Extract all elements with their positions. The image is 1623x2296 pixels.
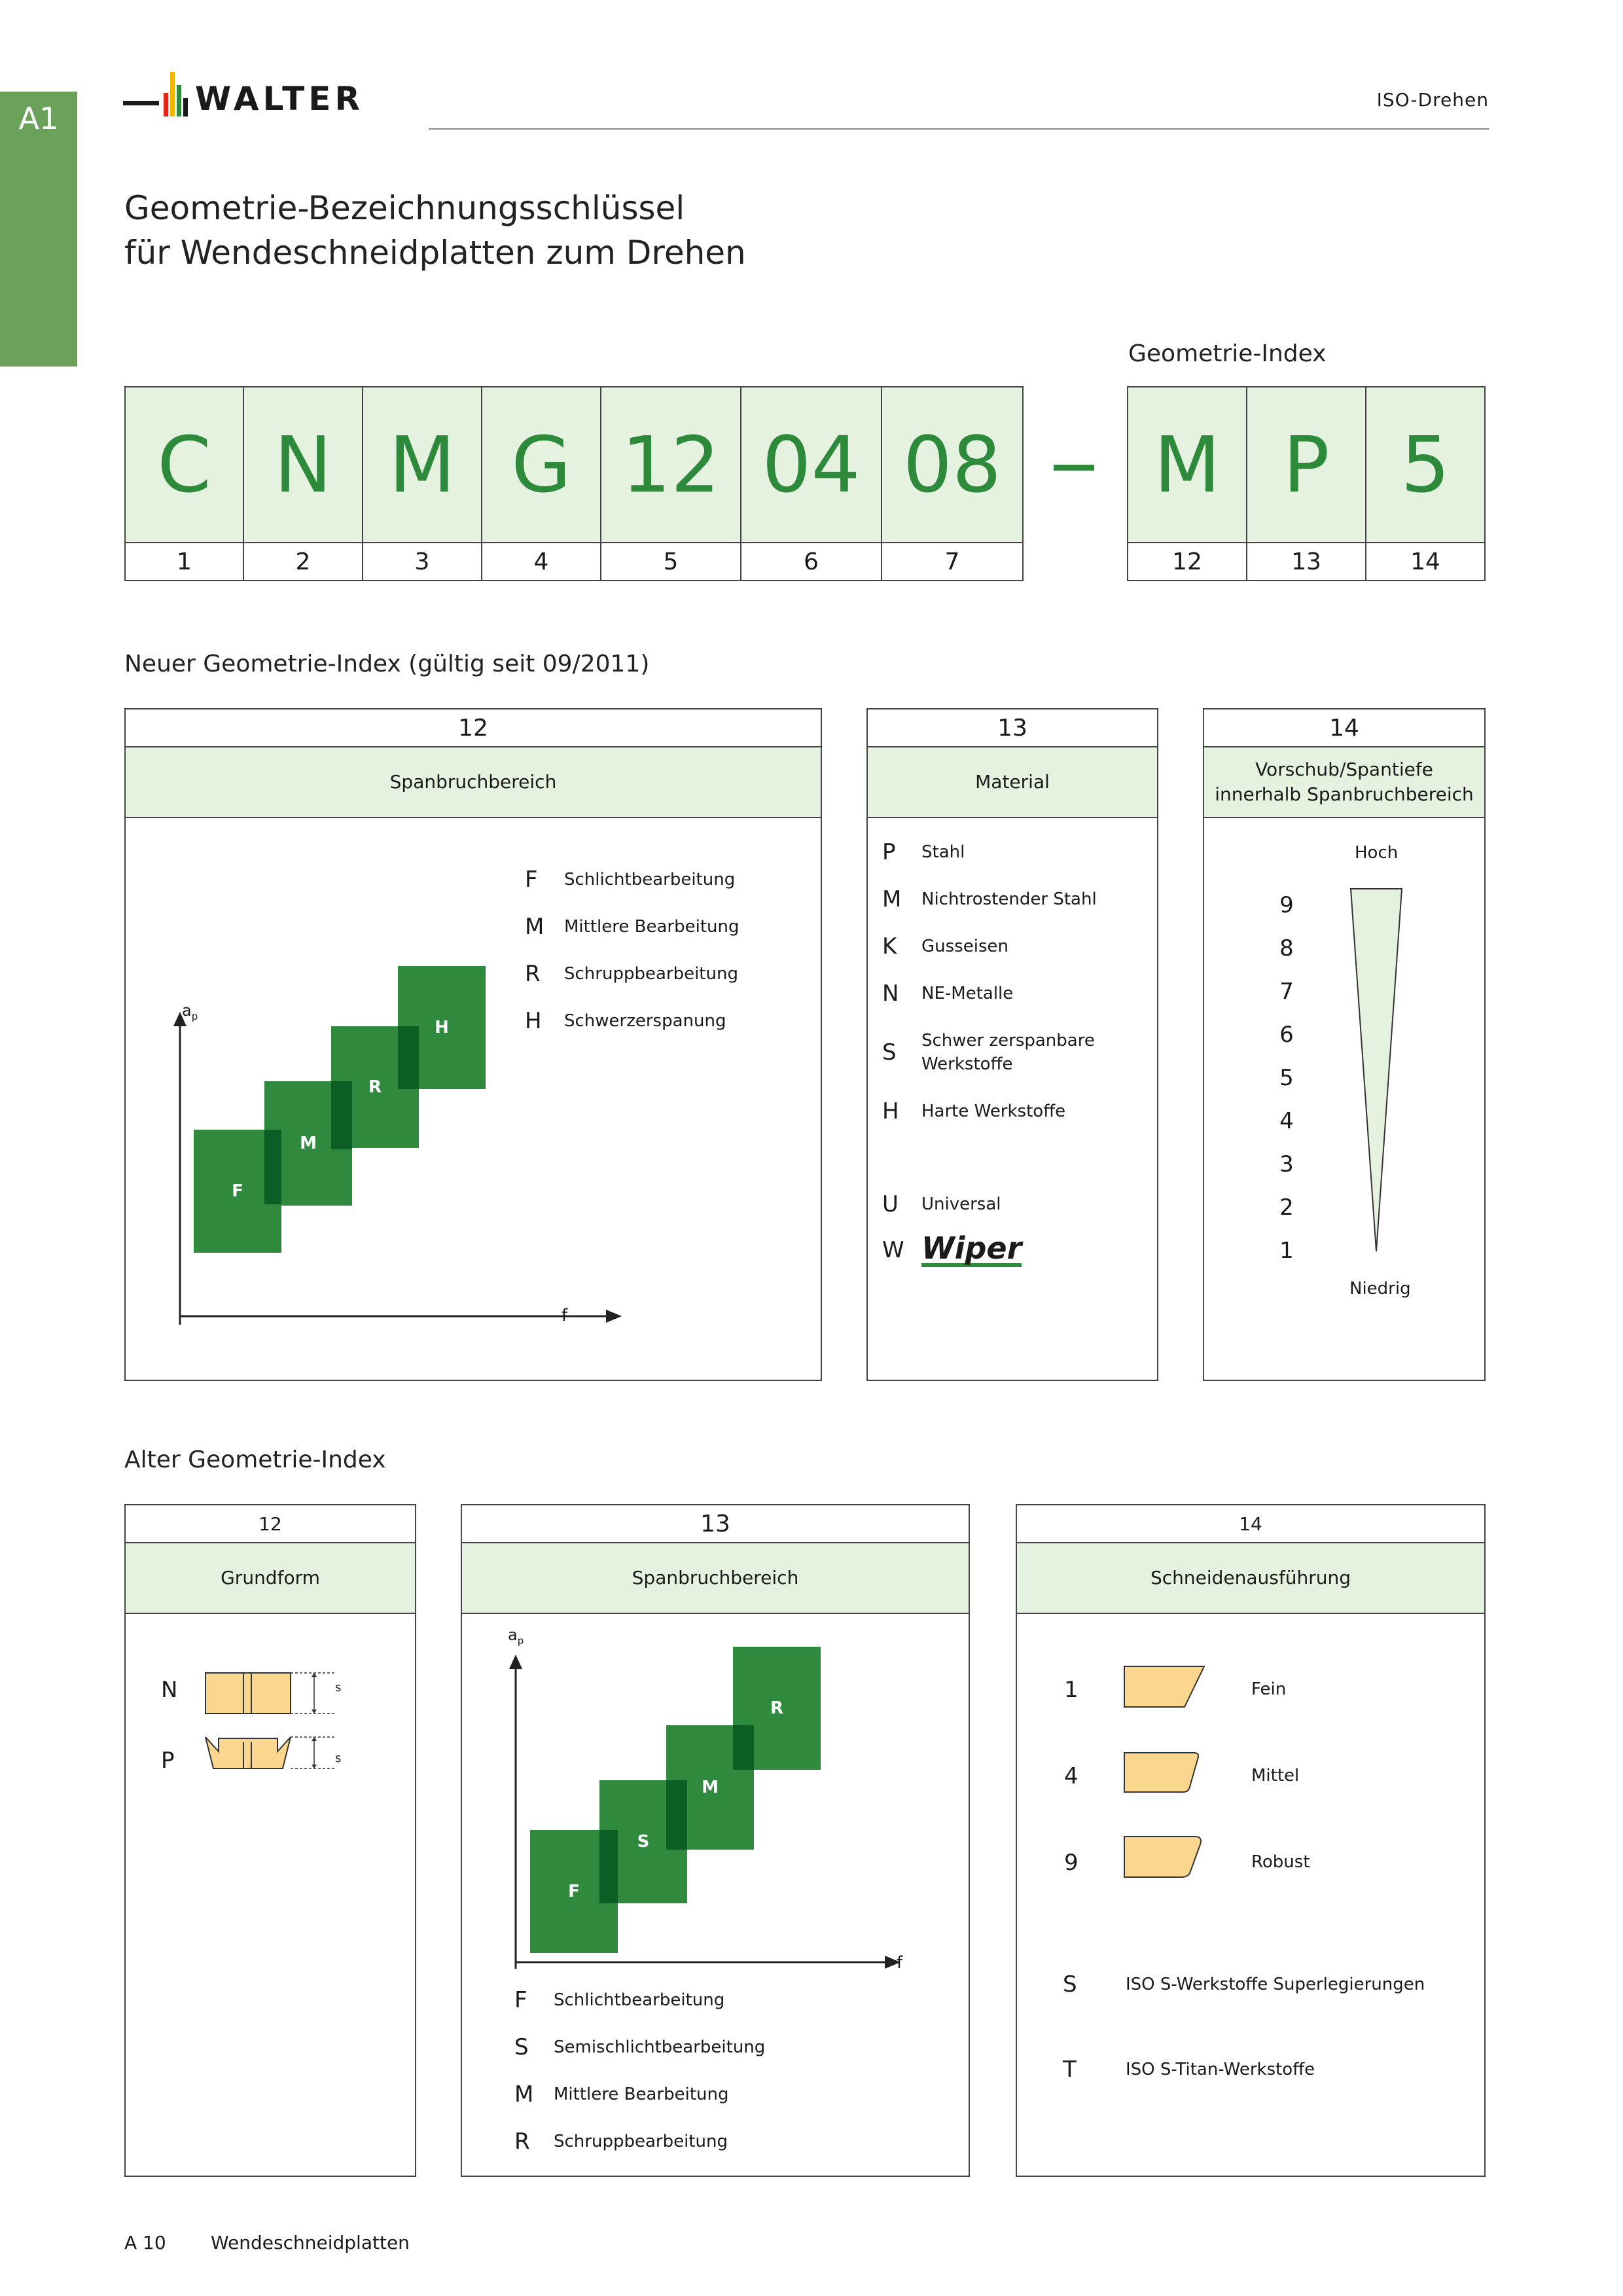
old-legend-f-key: F	[514, 1987, 527, 2013]
material-u-text: Universal	[921, 1194, 1001, 1214]
new-box-14-label-line1: Vorschub/Spantiefe	[1255, 759, 1433, 780]
new-legend-h-key: H	[525, 1008, 542, 1034]
page-title	[124, 186, 746, 275]
new-box-14-label	[1204, 747, 1484, 818]
code-pos-3: 3	[362, 543, 482, 581]
scale-4: 4	[1279, 1108, 1294, 1134]
scale-top-label: Hoch	[1355, 843, 1399, 863]
edge-shapes	[1122, 1662, 1213, 1878]
footer-chapter: Wendeschneidplatten	[211, 2232, 410, 2253]
new-legend-f-key: F	[525, 867, 538, 893]
material-u-key: U	[882, 1191, 899, 1217]
code-char-14: 5	[1365, 386, 1486, 543]
header-divider	[429, 128, 1489, 130]
new-overlap-mr	[331, 1081, 352, 1149]
material-m-key: M	[882, 886, 902, 912]
old-square-s: S	[599, 1780, 687, 1903]
grundform-shapes	[199, 1666, 349, 1784]
material-u	[882, 1191, 1001, 1217]
old-overlap-sm	[666, 1780, 687, 1850]
new-box-13-num: 13	[868, 709, 1157, 747]
old-legend-r-text: Schruppbearbeitung	[554, 2132, 728, 2151]
material-p-text: Stahl	[921, 842, 965, 862]
old-box-13-num: 13	[462, 1505, 969, 1543]
new-legend-f	[525, 867, 735, 893]
new-legend-m-key: M	[525, 914, 544, 940]
new-box-14-num: 14	[1204, 709, 1484, 747]
old-legend-r	[514, 2128, 728, 2155]
old-box-12-num: 12	[126, 1505, 415, 1543]
feed-scale	[1274, 884, 1300, 1272]
new-legend-m-text: Mittlere Bearbeitung	[564, 917, 740, 937]
old-legend-r-key: R	[514, 2128, 530, 2155]
grundform-p-s: s	[335, 1751, 342, 1765]
code-pos-4: 4	[481, 543, 601, 581]
old-legend-s	[514, 2034, 765, 2060]
new-legend-f-text: Schlichtbearbeitung	[564, 870, 736, 889]
wiper-logo: Wiper	[921, 1230, 1022, 1266]
old-square-r: R	[733, 1647, 821, 1770]
old-edge-t-key: T	[1063, 2056, 1077, 2083]
material-n-text: NE-Metalle	[921, 984, 1014, 1003]
old-box-12-label: Grundform	[126, 1543, 415, 1614]
old-edge-s-key: S	[1063, 1971, 1077, 1998]
old-box-14-label: Schneidenausführung	[1017, 1543, 1484, 1614]
old-legend-m	[514, 2081, 728, 2108]
old-legend-s-key: S	[514, 2034, 529, 2060]
old-edge-t	[1063, 2056, 1315, 2083]
material-k	[882, 933, 1008, 960]
material-h-key: H	[882, 1098, 899, 1124]
code-pos-7: 7	[881, 543, 1024, 581]
new-legend-m	[525, 914, 739, 940]
material-k-text: Gusseisen	[921, 937, 1008, 956]
grundform-n-s: s	[335, 1681, 342, 1695]
scale-7: 7	[1279, 978, 1294, 1005]
old-legend-f	[514, 1987, 724, 2013]
old-legend-m-key: M	[514, 2081, 534, 2108]
old-legend-f-text: Schlichtbearbeitung	[554, 1990, 725, 2010]
old-axis-y-text: a	[508, 1626, 518, 1644]
old-edge-s-text: ISO S-Werkstoffe Superlegierungen	[1126, 1975, 1425, 1994]
new-legend-h-text: Schwerzerspanung	[564, 1011, 726, 1031]
material-p-key: P	[882, 839, 896, 865]
new-box-12-label: Spanbruchbereich	[126, 747, 821, 818]
new-axis-y-text: a	[182, 1001, 192, 1020]
chapter-tab	[0, 92, 77, 367]
old-overlap-mr	[733, 1725, 754, 1770]
material-s-line1: Schwer zerspanbare	[921, 1031, 1095, 1050]
edge-9-key: 9	[1064, 1850, 1079, 1876]
scale-8: 8	[1279, 935, 1294, 961]
material-s-key: S	[882, 1039, 897, 1066]
scale-bottom-label: Niedrig	[1349, 1279, 1411, 1299]
new-legend-r	[525, 961, 738, 987]
code-pos-5: 5	[600, 543, 741, 581]
new-overlap-rh	[398, 1026, 419, 1089]
material-s-line2: Werkstoffe	[921, 1054, 1013, 1074]
new-square-h: H	[398, 966, 486, 1089]
material-n	[882, 980, 1013, 1007]
scale-9: 9	[1279, 892, 1294, 918]
scale-6: 6	[1279, 1022, 1294, 1048]
material-m-text: Nichtrostender Stahl	[921, 889, 1097, 909]
walter-logo	[123, 60, 404, 135]
new-axis-x-label: f	[562, 1306, 568, 1325]
old-edge-s	[1063, 1971, 1425, 1998]
material-w-key: W	[882, 1237, 904, 1263]
old-overlap-fs	[599, 1830, 618, 1903]
code-pos-6: 6	[740, 543, 882, 581]
grundform-n-key: N	[161, 1677, 178, 1703]
old-box-14-num: 14	[1017, 1505, 1484, 1543]
material-k-key: K	[882, 933, 897, 960]
edge-1-text: Fein	[1251, 1679, 1287, 1699]
new-legend-h	[525, 1008, 726, 1034]
grundform-p-key: P	[161, 1748, 175, 1774]
new-legend-r-text: Schruppbearbeitung	[564, 964, 738, 984]
new-box-13	[866, 708, 1158, 1381]
material-n-key: N	[882, 980, 899, 1007]
old-axis-y-label	[508, 1626, 524, 1647]
code-char-5: 12	[600, 386, 741, 543]
new-square-r: R	[331, 1026, 419, 1148]
old-square-f: F	[530, 1830, 618, 1953]
code-pos-14: 14	[1365, 543, 1486, 581]
old-box-13-label: Spanbruchbereich	[462, 1543, 969, 1614]
code-char-6: 04	[740, 386, 882, 543]
old-box-12	[124, 1504, 416, 2177]
edge-4-text: Mittel	[1251, 1766, 1300, 1785]
edge-1-key: 1	[1064, 1677, 1079, 1703]
feed-wedge	[1348, 888, 1404, 1254]
page-title-line1: Geometrie-Bezeichnungsschlüssel	[124, 189, 685, 227]
new-box-12-num: 12	[126, 709, 821, 747]
material-w	[882, 1230, 1022, 1267]
scale-5: 5	[1279, 1065, 1294, 1091]
code-char-13: P	[1246, 386, 1366, 543]
new-box-12	[124, 708, 822, 1381]
old-square-m: M	[666, 1725, 754, 1850]
geometrie-index-label: Geometrie-Index	[1128, 340, 1327, 367]
scale-3: 3	[1279, 1151, 1294, 1177]
header-section-title: ISO-Drehen	[1376, 89, 1489, 111]
new-box-14-label-line2: innerhalb Spanbruchbereich	[1215, 783, 1474, 805]
chapter-tab-label: A1	[18, 101, 59, 136]
old-axis-x-label: f	[897, 1953, 903, 1973]
edge-9-text: Robust	[1251, 1852, 1310, 1872]
page-title-line2: für Wendeschneidplatten zum Drehen	[124, 234, 746, 272]
scale-1: 1	[1279, 1238, 1294, 1264]
code-pos-13: 13	[1246, 543, 1366, 581]
new-index-title: Neuer Geometrie-Index (gültig seit 09/2011)	[124, 651, 650, 677]
code-pos-12: 12	[1127, 543, 1247, 581]
new-axis-y-label	[182, 1001, 198, 1022]
new-square-m: M	[264, 1081, 352, 1206]
new-box-13-label: Material	[868, 747, 1157, 818]
code-char-7: 08	[881, 386, 1024, 543]
material-s-text	[921, 1029, 1095, 1076]
material-h-text: Harte Werkstoffe	[921, 1102, 1066, 1121]
code-char-12: M	[1127, 386, 1247, 543]
material-s	[882, 1029, 1095, 1076]
code-pos-1: 1	[124, 543, 244, 581]
material-h	[882, 1098, 1065, 1124]
old-edge-t-text: ISO S-Titan-Werkstoffe	[1126, 2060, 1315, 2079]
code-char-1: C	[124, 386, 244, 543]
code-char-3: M	[362, 386, 482, 543]
old-legend-m-text: Mittlere Bearbeitung	[554, 2085, 729, 2104]
code-pos-2: 2	[243, 543, 363, 581]
footer-page-number: A 10	[124, 2232, 166, 2253]
old-index-title: Alter Geometrie-Index	[124, 1446, 386, 1473]
old-box-14	[1016, 1504, 1486, 2177]
code-separator-dash	[1054, 465, 1094, 471]
material-p	[882, 839, 965, 865]
old-legend-s-text: Semischlichtbearbeitung	[554, 2037, 766, 2057]
new-legend-r-key: R	[525, 961, 541, 987]
code-char-2: N	[243, 386, 363, 543]
new-overlap-fm	[264, 1130, 281, 1204]
old-box-13	[461, 1504, 970, 2177]
old-axis-y-sub: p	[517, 1634, 524, 1647]
scale-2: 2	[1279, 1194, 1294, 1221]
edge-4-key: 4	[1064, 1763, 1079, 1789]
material-m	[882, 886, 1097, 912]
brand-text: WALTER	[195, 80, 364, 118]
code-char-4: G	[481, 386, 601, 543]
new-axis-y-sub: p	[191, 1010, 198, 1022]
new-square-f: F	[194, 1130, 281, 1253]
new-box-14	[1203, 708, 1486, 1381]
